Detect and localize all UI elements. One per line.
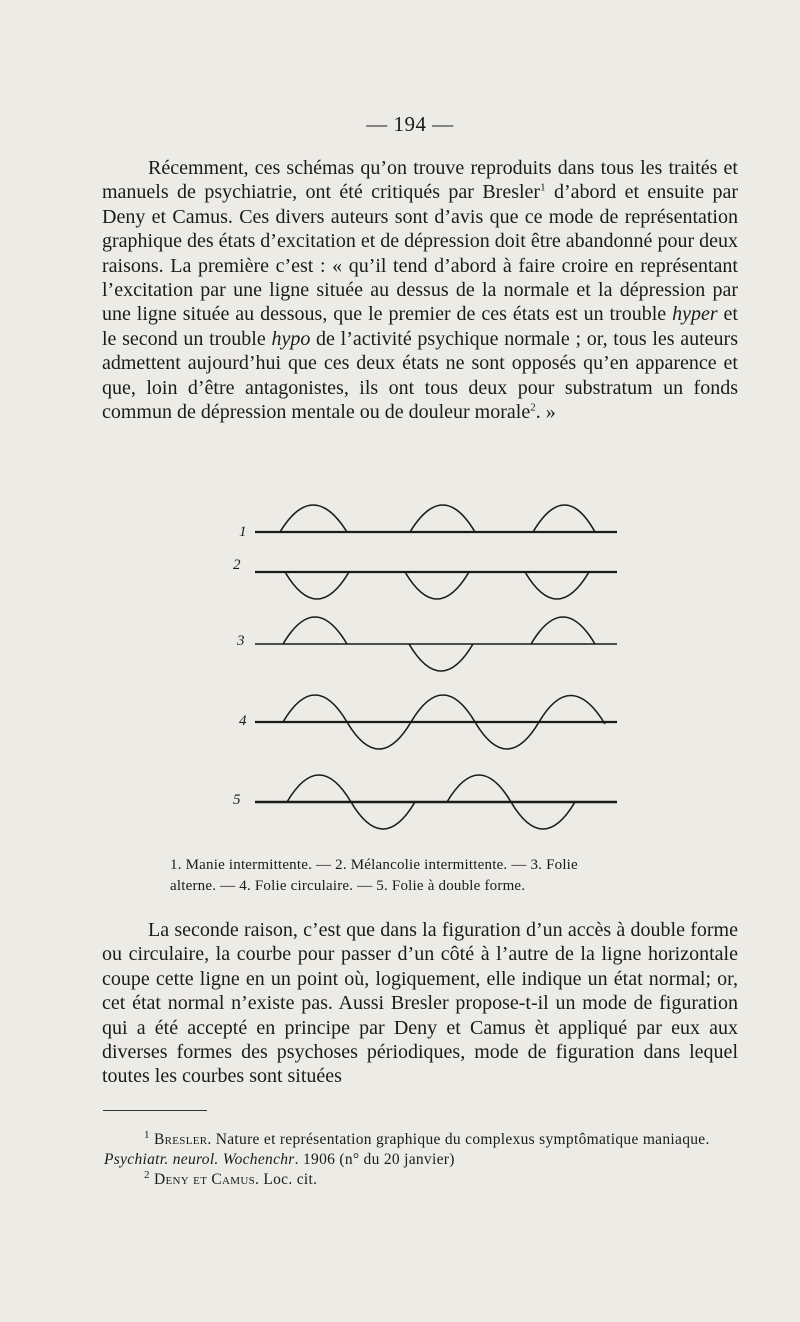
figure-caption <box>170 855 670 896</box>
paragraph-1-text: d’abord et ensuite par Deny et Camus. Ces divers auteurs sont d’avis que ce mode de représentation graphique des états d’excitation et de dépression doit être abandonné pour deux raisons. La première c’est : « qu’il tend d’abord à faire croire en représentant l’excitation par une ligne située au dessus de la normale et la dépression par une ligne située au dessous, que le premier de ces états est un trouble <box>102 181 739 326</box>
term-hypo: hypo <box>271 327 311 350</box>
curve-row-1 <box>255 505 617 532</box>
row-label-5: 5 <box>233 792 241 808</box>
footnote-2-author: Deny et Camus <box>154 1171 256 1188</box>
term-hyper: hyper <box>672 303 718 326</box>
paragraph-1-text: de l’activité psychique normale ; or, tous les auteurs admettent aujourd’hui que ces deux états ne sont opposés qu’en apparence et que, loin d’être antagonistes, ils ont tous deux pour substratum un fonds commun de dépression mentale ou de douleur morale <box>102 327 738 424</box>
psychosis-curves-figure <box>225 492 625 842</box>
row-label-4: 4 <box>239 713 247 729</box>
footnote-divider <box>103 1110 207 1111</box>
page-number: — 194 — <box>366 112 454 136</box>
footnote-2-text: . Loc. cit. <box>255 1171 318 1188</box>
paragraph-2: La seconde raison, c’est que dans la figuration d’un accès à double forme ou circulaire, la courbe pour passer d’un côté à l’autre de la ligne horizontale coupe cette ligne en un point où, logiquement, elle indique un état normal; or, cet état normal n’existe pas. Aussi Bresler propose-t-il un mode de figuration qui a été accepté en principe par Deny et Camus èt appliqué par eux aux diverses formes des psychoses périodiques, mode de figuration dans lequel toutes les courbes sont situées <box>102 919 738 1088</box>
paragraph-1-text: . » <box>535 401 556 424</box>
footnote-1-mark: 1 <box>144 1128 150 1141</box>
curve-row-3 <box>255 617 617 671</box>
caption-line-1: 1. Manie intermittente. — 2. Mélancolie intermittente. — 3. Folie <box>170 857 578 873</box>
curve-row-5 <box>255 775 617 829</box>
footnote-2-mark: 2 <box>144 1168 150 1181</box>
footnote-ref-2: 2 <box>530 401 536 414</box>
footnote-1-text: . Nature et représentation graphique du complexus symptômatique maniaque. <box>207 1131 710 1148</box>
caption-line-2: alterne. — 4. Folie circulaire. — 5. Folie à double forme. <box>170 877 526 894</box>
row-label-1: 1 <box>239 524 247 540</box>
paragraph-1-text: et le second un trouble <box>102 303 738 350</box>
footnote-ref-1: 1 <box>540 181 546 194</box>
curve-row-4 <box>255 695 617 749</box>
row-label-2: 2 <box>233 557 241 573</box>
paragraph-1 <box>102 156 738 424</box>
footnote-1 <box>104 1130 744 1170</box>
paragraph-1-text: Récemment, ces schémas qu’on trouve reproduits dans tous les traités et manuels de psychiatrie, ont été critiqués par Bresler <box>102 157 738 204</box>
footnote-2 <box>104 1170 744 1190</box>
footnote-1-text-end: . 1906 (n° du 20 janvier) <box>294 1151 455 1168</box>
footnote-1-journal: Psychiatr. neurol. Wochenchr <box>104 1151 295 1168</box>
curve-row-2 <box>255 572 617 599</box>
footnote-1-author: Bresler <box>154 1131 208 1148</box>
row-label-3: 3 <box>237 633 245 649</box>
